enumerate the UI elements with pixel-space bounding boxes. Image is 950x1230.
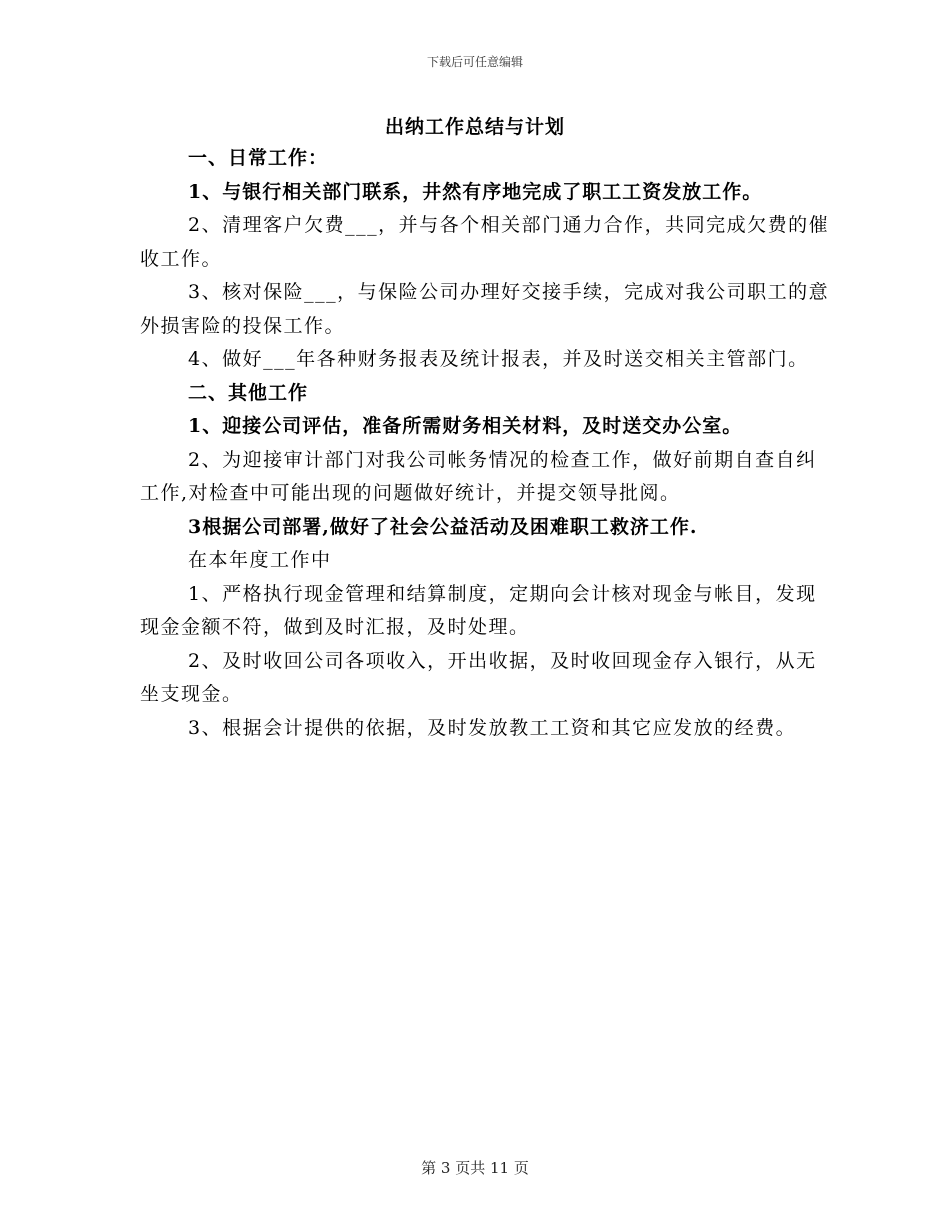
document-body (140, 142, 830, 745)
paragraph-5: 4、做好___年各种财务报表及统计报表，并及时送交相关主管部门。 (188, 348, 809, 370)
paragraph-3: 2、清理客户欠费___，并与各个相关部门通力合作，共同完成欠费的催收工作。 (140, 214, 830, 270)
paragraph-6: 二、其他工作 (188, 381, 309, 404)
paragraph-2: 1、与银行相关部门联系，井然有序地完成了职工工资发放工作。 (188, 180, 763, 203)
paragraph-10: 在本年度工作中 (188, 549, 332, 571)
paragraph-4: 3、核对保险___，与保险公司办理好交接手续，完成对我公司职工的意外损害险的投保工作。 (140, 281, 830, 337)
page-footer: 第 3 页共 11 页 (421, 1159, 529, 1177)
paragraph-12: 2、及时收回公司各项收入，开出收据，及时收回现金存入银行，从无坐支现金。 (140, 649, 817, 705)
paragraph-9: 3根据公司部署,做好了社会公益活动及困难职工救济工作. (188, 515, 698, 538)
paragraph-13: 3、根据会计提供的依据，及时发放教工工资和其它应发放的经费。 (188, 716, 797, 739)
paragraph-7: 1、迎接公司评估，准备所需财务相关材料，及时送交办公室。 (188, 415, 743, 437)
paragraph-8: 2、为迎接审计部门对我公司帐务情况的检查工作，做好前期自查自纠工作,对检查中可能出现的问题做好统计，并提交领导批阅。 (140, 448, 817, 504)
header-note: 下载后可任意编辑 (426, 55, 523, 69)
document-title: 出纳工作总结与计划 (384, 116, 565, 138)
paragraph-11: 1、严格执行现金管理和结算制度，定期向会计核对现金与帐目，发现现金金额不符，做到及时汇报，及时处理。 (140, 582, 817, 638)
paragraph-1: 一、日常工作： (188, 147, 329, 169)
